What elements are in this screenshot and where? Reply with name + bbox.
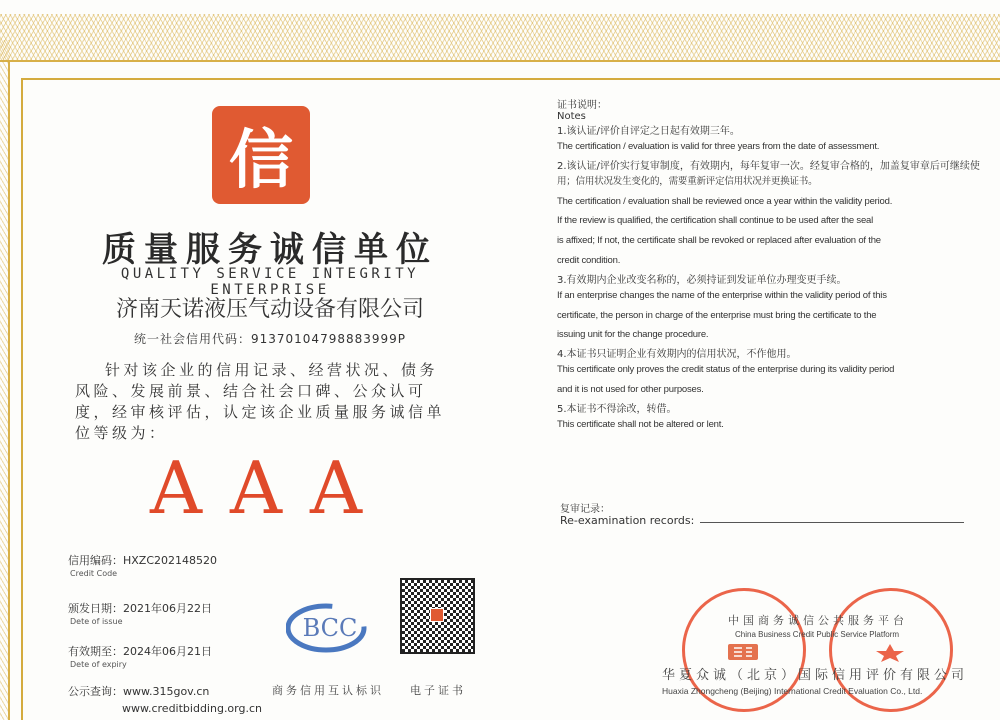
qr-logo-icon — [430, 608, 444, 622]
note-line: and it is not used for other purposes. — [557, 383, 704, 395]
reexam-line — [700, 522, 964, 523]
expiry-date-en: Dete of expiry — [70, 660, 127, 669]
unified-credit-code: 统一社会信用代码：91370104798883999P — [133, 332, 407, 346]
reexam-label: 复审记录： — [560, 504, 610, 515]
notes-heading-en: Notes — [557, 111, 586, 122]
grade-rating: AAA — [150, 446, 390, 530]
note-line: is affixed; If not, the certificate shall be revoked or replaced after evaluation of the — [557, 235, 881, 247]
note-line: 3.有效期内企业改变名称的，必须持证到发证单位办理变更手续。 — [557, 274, 847, 286]
note-line: 2.该认证/评价实行复审制度，有效期内，每年复审一次。经复审合格的，加盖复审章后可继续使 — [557, 160, 980, 172]
seal-logo-icon — [728, 644, 758, 660]
issue-date: 颁发日期：2021年06月22日 — [68, 602, 212, 615]
credit-seal-logo: 信 — [212, 106, 310, 204]
star-icon — [872, 644, 908, 662]
certificate-title-en: QUALITY SERVICE INTEGRITY ENTERPRISE — [120, 266, 420, 298]
query-site: 公示查询：www.315gov.cn — [68, 685, 210, 698]
guilloche-border-top — [0, 14, 1000, 62]
credit-code: 信用编码：HXZC202148520 — [68, 554, 218, 567]
certificate-title: 质量服务诚信单位 — [102, 230, 438, 270]
issuer-name: 华夏众诚（北京）国际信用评价有限公司 — [662, 667, 969, 682]
note-line: 用；信用状况发生变化的，需要重新评定信用状况并更换证书。 — [557, 175, 818, 187]
platform-name-en: China Business Credit Public Service Platform — [735, 630, 900, 639]
note-line: If the review is qualified, the certification shall continue to be used after the seal — [557, 215, 874, 227]
note-line: This certificate only proves the credit status of the enterprise during its validity period — [557, 364, 895, 376]
notes-lines — [557, 122, 992, 435]
note-line: If an enterprise changes the name of the enterprise within the validity period of this — [557, 289, 887, 301]
note-line: 4.本证书只证明企业有效期内的信用状况，不作他用。 — [557, 349, 797, 361]
note-line: credit condition. — [557, 254, 621, 266]
query-site-2: www.creditbidding.org.cn — [122, 702, 262, 715]
note-line: 5.本证书不得涂改，转借。 — [557, 403, 677, 415]
notes-heading: 证书说明： — [557, 100, 607, 111]
note-line: The certification / evaluation is valid for three years from the date of assessment. — [557, 141, 880, 152]
note-line: 1.该认证/评价自评定之日起有效期三年。 — [557, 126, 740, 137]
expiry-date: 有效期至：2024年06月21日 — [68, 645, 212, 658]
credit-code-en: Credit Code — [70, 569, 118, 578]
bcc-logo — [286, 596, 370, 656]
notes — [557, 96, 992, 435]
issuer-name-en: Huaxia Zhongcheng (Beijing) International Credit Evaluation Co., Ltd. — [662, 686, 923, 696]
platform-name: 中国商务诚信公共服务平台 — [728, 615, 908, 627]
issue-date-en: Dete of issue — [70, 617, 123, 626]
bcc-caption: 商务信用互认标识 — [272, 684, 384, 697]
note-line: issuing unit for the change procedure. — [557, 329, 709, 341]
qr-caption: 电子证书 — [410, 684, 466, 697]
note-line: The certification / evaluation shall be reviewed once a year within the validity period. — [557, 195, 893, 207]
statement: 针对该企业的信用记录、经营状况、债务风险、发展前景、结合社会口碑、公众认可度，经审核评估，认定该企业质量服务诚信单位等级为： — [75, 361, 446, 442]
company-name: 济南天诺液压气动设备有限公司 — [115, 297, 424, 322]
bcc-logo-text: BCC — [302, 614, 358, 642]
note-line: certificate, the person in charge of the enterprise must bring the certificate to the — [557, 309, 877, 321]
note-line: This certificate shall not be altered or lent. — [557, 418, 724, 430]
reexam-label-en: Re-examination records: — [560, 514, 695, 527]
